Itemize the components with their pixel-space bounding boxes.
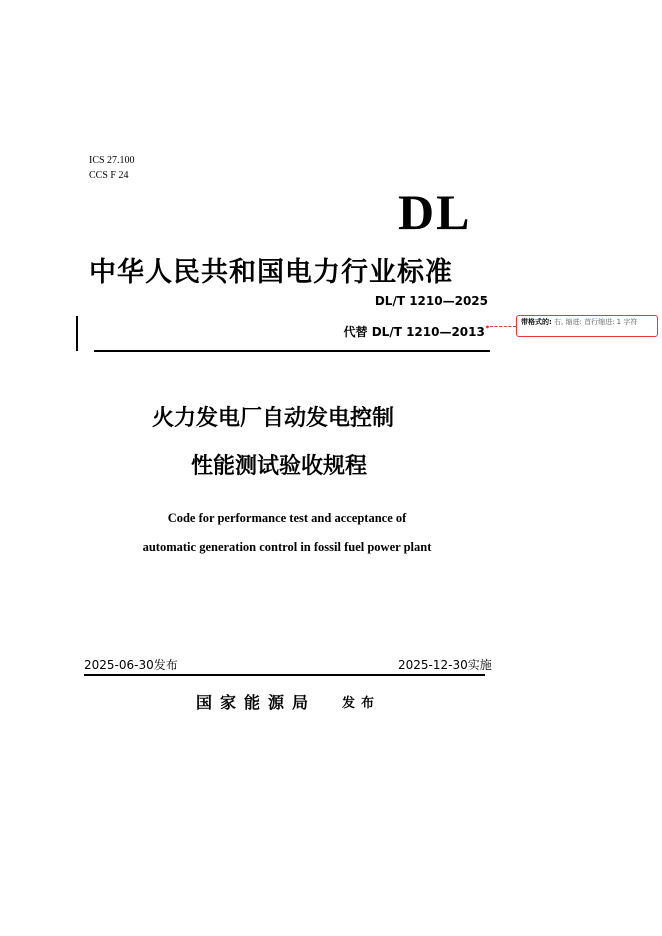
- issue-date: [84, 656, 178, 673]
- replaces-text: 代替 DL/T 1210—2013: [343, 325, 485, 339]
- comment-connector: [490, 326, 516, 328]
- issue-date-suffix: 发布: [153, 658, 178, 672]
- ccs-code: CCS F 24: [89, 170, 129, 181]
- impl-date-suffix: 实施: [467, 658, 492, 672]
- revision-marker: •: [484, 323, 490, 332]
- cn-title-line-1: 火力发电厂自动发电控制: [152, 406, 395, 431]
- issue-date-value: 2025-06-30: [84, 658, 154, 672]
- implementation-date: [398, 656, 492, 673]
- comment-label: 带格式的:: [521, 318, 552, 326]
- format-comment-balloon[interactable]: [516, 315, 658, 337]
- replaces-line: [300, 323, 490, 340]
- ics-code: ICS 27.100: [89, 155, 135, 166]
- footer-rule: [84, 674, 485, 676]
- en-title-line-1: Code for performance test and acceptance of: [167, 511, 407, 525]
- text-cursor: [76, 316, 78, 351]
- cn-title-line-2: 性能测试验收规程: [191, 454, 368, 479]
- impl-date-value: 2025-12-30: [398, 658, 468, 672]
- publisher-name: 国家能源局: [196, 693, 317, 712]
- publish-label: 发布: [342, 696, 381, 711]
- en-title-line-2: automatic generation control in fossil fuel power plant: [142, 540, 432, 554]
- standard-title: 中华人民共和国电力行业标准: [89, 257, 453, 288]
- comment-text: 右, 缩进: 首行缩进: 1 字符: [551, 318, 638, 326]
- header-rule: [94, 350, 490, 352]
- dl-logo: DL: [398, 184, 472, 240]
- standard-code: DL/T 1210—2025: [374, 294, 488, 308]
